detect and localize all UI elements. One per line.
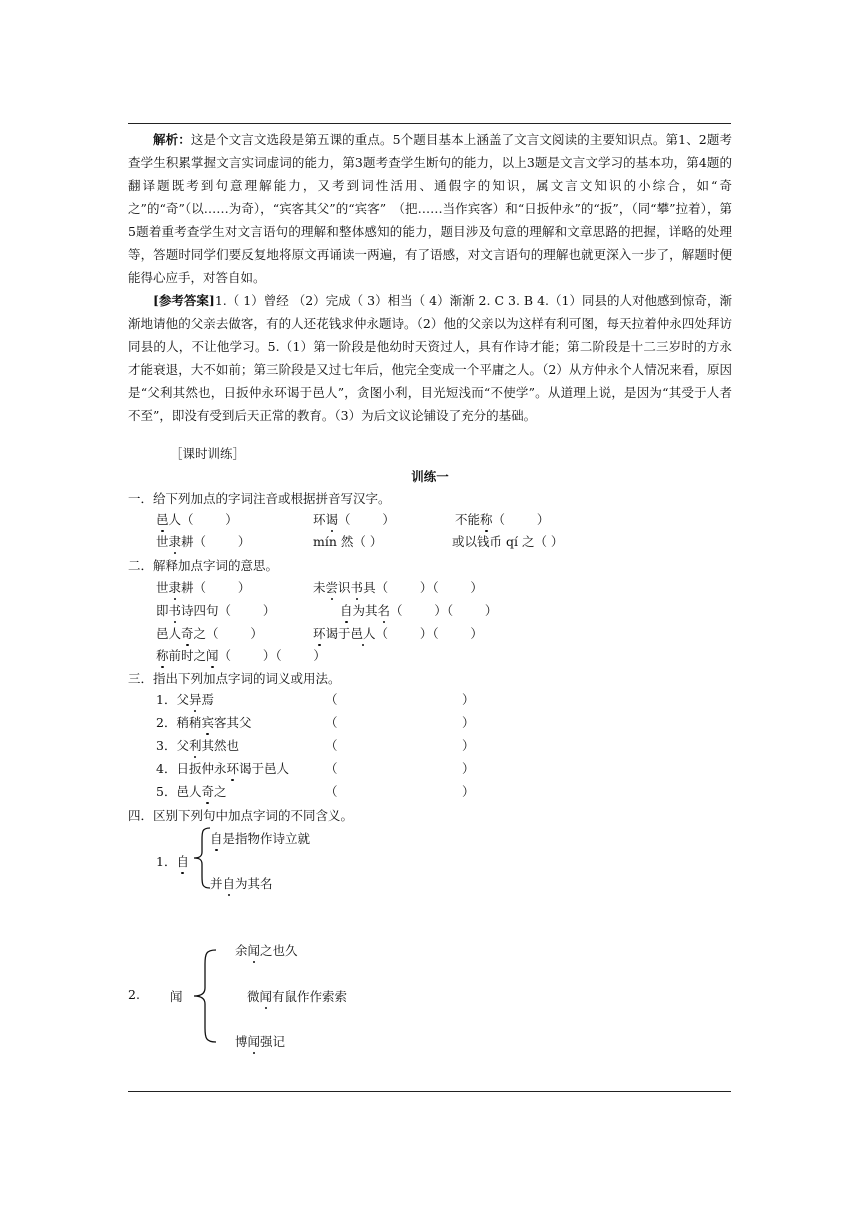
q1-heading: 一．给下列加点的字词注音或根据拼音写汉字。 — [128, 491, 391, 506]
q3-paren-close: ） — [462, 692, 475, 707]
q3-paren-close: ） — [462, 761, 475, 776]
bottom-rule — [128, 1091, 731, 1092]
q3-paren-open: （ — [325, 715, 338, 730]
q3-item: 2．稍稍宾客其父 — [156, 715, 252, 730]
analysis-paragraph — [128, 128, 732, 289]
q3-paren-open: （ — [325, 738, 338, 753]
q3-paren-close: ） — [462, 784, 475, 799]
q2-item: 即书诗四句（ ） — [156, 603, 276, 618]
top-rule — [128, 123, 731, 124]
q4-group1-item: 并自为其名 — [210, 876, 273, 891]
q2-item: 自为其名（ ）（ ） — [340, 603, 498, 618]
q2-item: 称前时之闻（ ）（ ） — [156, 648, 326, 663]
section-label: ［课时训练］ — [170, 446, 246, 461]
q1-item: 环谒（ ） — [313, 512, 395, 527]
q2-item: 未尝识书具（ ）（ ） — [313, 580, 483, 595]
q1-item: 邑人（ ） — [156, 512, 238, 527]
q4-group2-item: 博闻强记 — [235, 1034, 286, 1049]
q4-group2-char: 闻 — [170, 989, 183, 1004]
q4-group2-item: 余闻之也久 — [235, 943, 298, 958]
q1-item: mín 然（ ） — [313, 534, 383, 549]
q3-item: 5．邑人奇之 — [156, 784, 227, 799]
q4-group2-number: 2. — [128, 987, 140, 1002]
q3-item: 4．日扳仲永环谒于邑人 — [156, 761, 289, 776]
q2-item: 世隶耕（ ） — [156, 580, 251, 595]
q4-group1-label: 1．自 — [156, 854, 189, 869]
analysis-label: 解析： — [153, 132, 191, 147]
q3-paren-close: ） — [462, 738, 475, 753]
answers-label: [参考答案] — [153, 293, 215, 308]
q3-heading: 三．指出下列加点字词的词义或用法。 — [128, 671, 341, 686]
q2-heading: 二．解释加点字词的意思。 — [128, 558, 279, 573]
q4-group2-item: 微闻有鼠作作索索 — [247, 989, 348, 1004]
q3-paren-open: （ — [325, 692, 338, 707]
q3-paren-open: （ — [325, 784, 338, 799]
brace-icon — [190, 948, 220, 1044]
q2-item: 邑人奇之（ ） — [156, 626, 263, 641]
practice-title: 训练一 — [411, 469, 449, 484]
q3-paren-close: ） — [462, 715, 475, 730]
q1-item: 世隶耕（ ） — [156, 534, 251, 549]
q2-item: 环谒于邑人（ ）（ ） — [313, 626, 483, 641]
q4-heading: 四．区别下列句中加点字词的不同含义。 — [128, 808, 354, 823]
q3-paren-open: （ — [325, 761, 338, 776]
analysis-text: 这是个文言文选段是第五课的重点。5个题目基本上涵盖了文言文阅读的主要知识点。第1、2题考查学生积累掌握文言实词虚词的能力，第3题考查学生断句的能力，以上3题是文言文学习的基本功，第4题的翻译题既考到句意理解能力，又考到词性活用、通假字的知识，属文言文知识的小综合，如“奇之”的“奇”（以……为奇），“宾客其父”的“宾客” （把……当作宾客）和“日扳仲永”的“扳”，（同“攀”拉着），第5题着重考查学生对文言语句的理解和整体感知的能力，题目涉及句意的理解和文章思路的把握，详略的处理等，答题时同学们要反复地将原文再诵读一两遍，有了语感，对文言语句的理解也就更深入一步了，解题时便能得心应手，对答自如。 — [128, 132, 732, 285]
answers-paragraph — [128, 289, 732, 427]
q1-item: 或以钱币 qí 之（ ） — [452, 534, 564, 549]
q3-item: 1．父异焉 — [156, 692, 214, 707]
q3-item: 3．父利其然也 — [156, 738, 239, 753]
q1-item: 不能称（ ） — [455, 512, 550, 527]
q4-group1-item: 自是指物作诗立就 — [210, 831, 311, 846]
answers-text: 1.（ 1）曾经 （2）完成（ 3）相当（ 4）渐渐 2. C 3. B 4.（1）同县的人对他感到惊奇，渐渐地请他的父亲去做客，有的人还花钱求仲永题诗。（2）他的父亲以为这样有利可图，每天拉着仲永四处拜访同县的人，不让他学习。5.（1）第一阶段是他幼时天资过人，具有作诗才能；第二阶段是十二三岁时的方永才能衰退，大不如前；第三阶段是又过七年后，他完全变成一个平庸之人。（2）从方仲永个人情况来看，原因是“父利其然也，日扳仲永环谒于邑人”，贪图小利，目光短浅而“不使学”。从道理上说，是因为“其受于人者不至”，即没有受到后天正常的教育。（3）为后文议论铺设了充分的基础。 — [128, 293, 732, 423]
